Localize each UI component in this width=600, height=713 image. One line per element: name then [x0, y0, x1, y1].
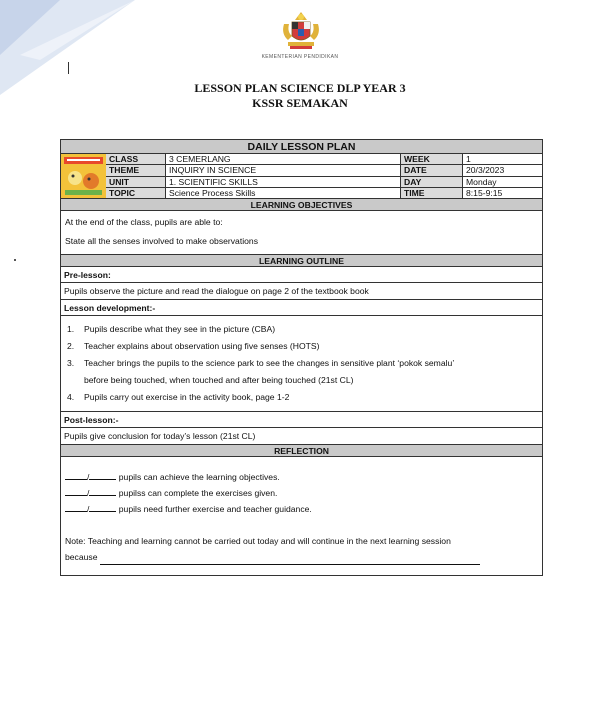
pre-lesson-label: Pre-lesson:: [61, 267, 543, 283]
pre-lesson-text: Pupils observe the picture and read the dialogue on page 2 of the textbook book: [61, 283, 543, 300]
reflection-note: Note: Teaching and learning cannot be carried out today and will continue in the next learning session: [65, 536, 451, 546]
post-lesson-label: Post-lesson:-: [61, 412, 543, 428]
week-value: 1: [463, 154, 543, 165]
coat-of-arms-icon: [278, 10, 324, 52]
date-label: DATE: [401, 165, 463, 176]
lesson-plan-table: [60, 139, 543, 576]
daily-lesson-plan-heading: DAILY LESSON PLAN: [61, 140, 543, 154]
learning-outline-heading: LEARNING OUTLINE: [61, 255, 543, 267]
step-item: 1. Pupils describe what they see in the picture (CBA): [67, 324, 276, 334]
textbook-cover-image: [61, 154, 106, 199]
reflection-heading: REFLECTION: [61, 445, 543, 457]
class-value: 3 CEMERLANG: [166, 154, 401, 165]
document-title: LESSON PLAN SCIENCE DLP YEAR 3: [194, 81, 406, 95]
topic-value: Science Process Skills: [166, 187, 401, 198]
week-label: WEEK: [401, 154, 463, 165]
reflection-item: / pupils need further exercise and teacher guidance.: [65, 501, 538, 517]
reflection-item: / pupils can achieve the learning objectives.: [65, 469, 538, 485]
day-label: DAY: [401, 176, 463, 187]
lesson-development-label: Lesson development:-: [61, 300, 543, 316]
date-value: 20/3/2023: [463, 165, 543, 176]
time-label: TIME: [401, 187, 463, 198]
lesson-development-steps: [61, 316, 543, 412]
learning-objectives-heading: LEARNING OBJECTIVES: [61, 199, 543, 211]
learning-objectives-body: [61, 211, 543, 255]
reflection-item: / pupilss can complete the exercises given.: [65, 485, 538, 501]
step-item: 2. Teacher explains about observation using five senses (HOTS): [67, 341, 320, 351]
step-item: 4. Pupils carry out exercise in the activity book, page 1-2: [67, 392, 290, 402]
objectives-intro: At the end of the class, pupils are able to:: [65, 217, 223, 227]
text-cursor: [68, 62, 69, 74]
objective-item: State all the senses involved to make observations: [65, 236, 258, 246]
post-lesson-text: Pupils give conclusion for today’s lesson (21st CL): [61, 428, 543, 445]
because-line: because: [65, 549, 538, 565]
theme-label: THEME: [106, 165, 166, 176]
time-value: 8:15-9:15: [463, 187, 543, 198]
step-continuation: before being touched, when touched and after being touched (21st CL): [84, 375, 354, 385]
theme-value: INQUIRY IN SCIENCE: [166, 165, 401, 176]
step-item: 3. Teacher brings the pupils to the science park to see the changes in sensitive plant ‘pokok semalu’: [67, 358, 455, 368]
day-value: Monday: [463, 176, 543, 187]
document-subtitle: KSSR SEMAKAN: [252, 96, 348, 110]
unit-label: UNIT: [106, 176, 166, 187]
stray-mark: [14, 259, 16, 261]
unit-value: 1. SCIENTIFIC SKILLS: [166, 176, 401, 187]
topic-label: TOPIC: [106, 187, 166, 198]
ministry-label: KEMENTERIAN PENDIDIKAN: [261, 54, 339, 60]
reflection-body: [61, 457, 543, 576]
class-label: CLASS: [106, 154, 166, 165]
